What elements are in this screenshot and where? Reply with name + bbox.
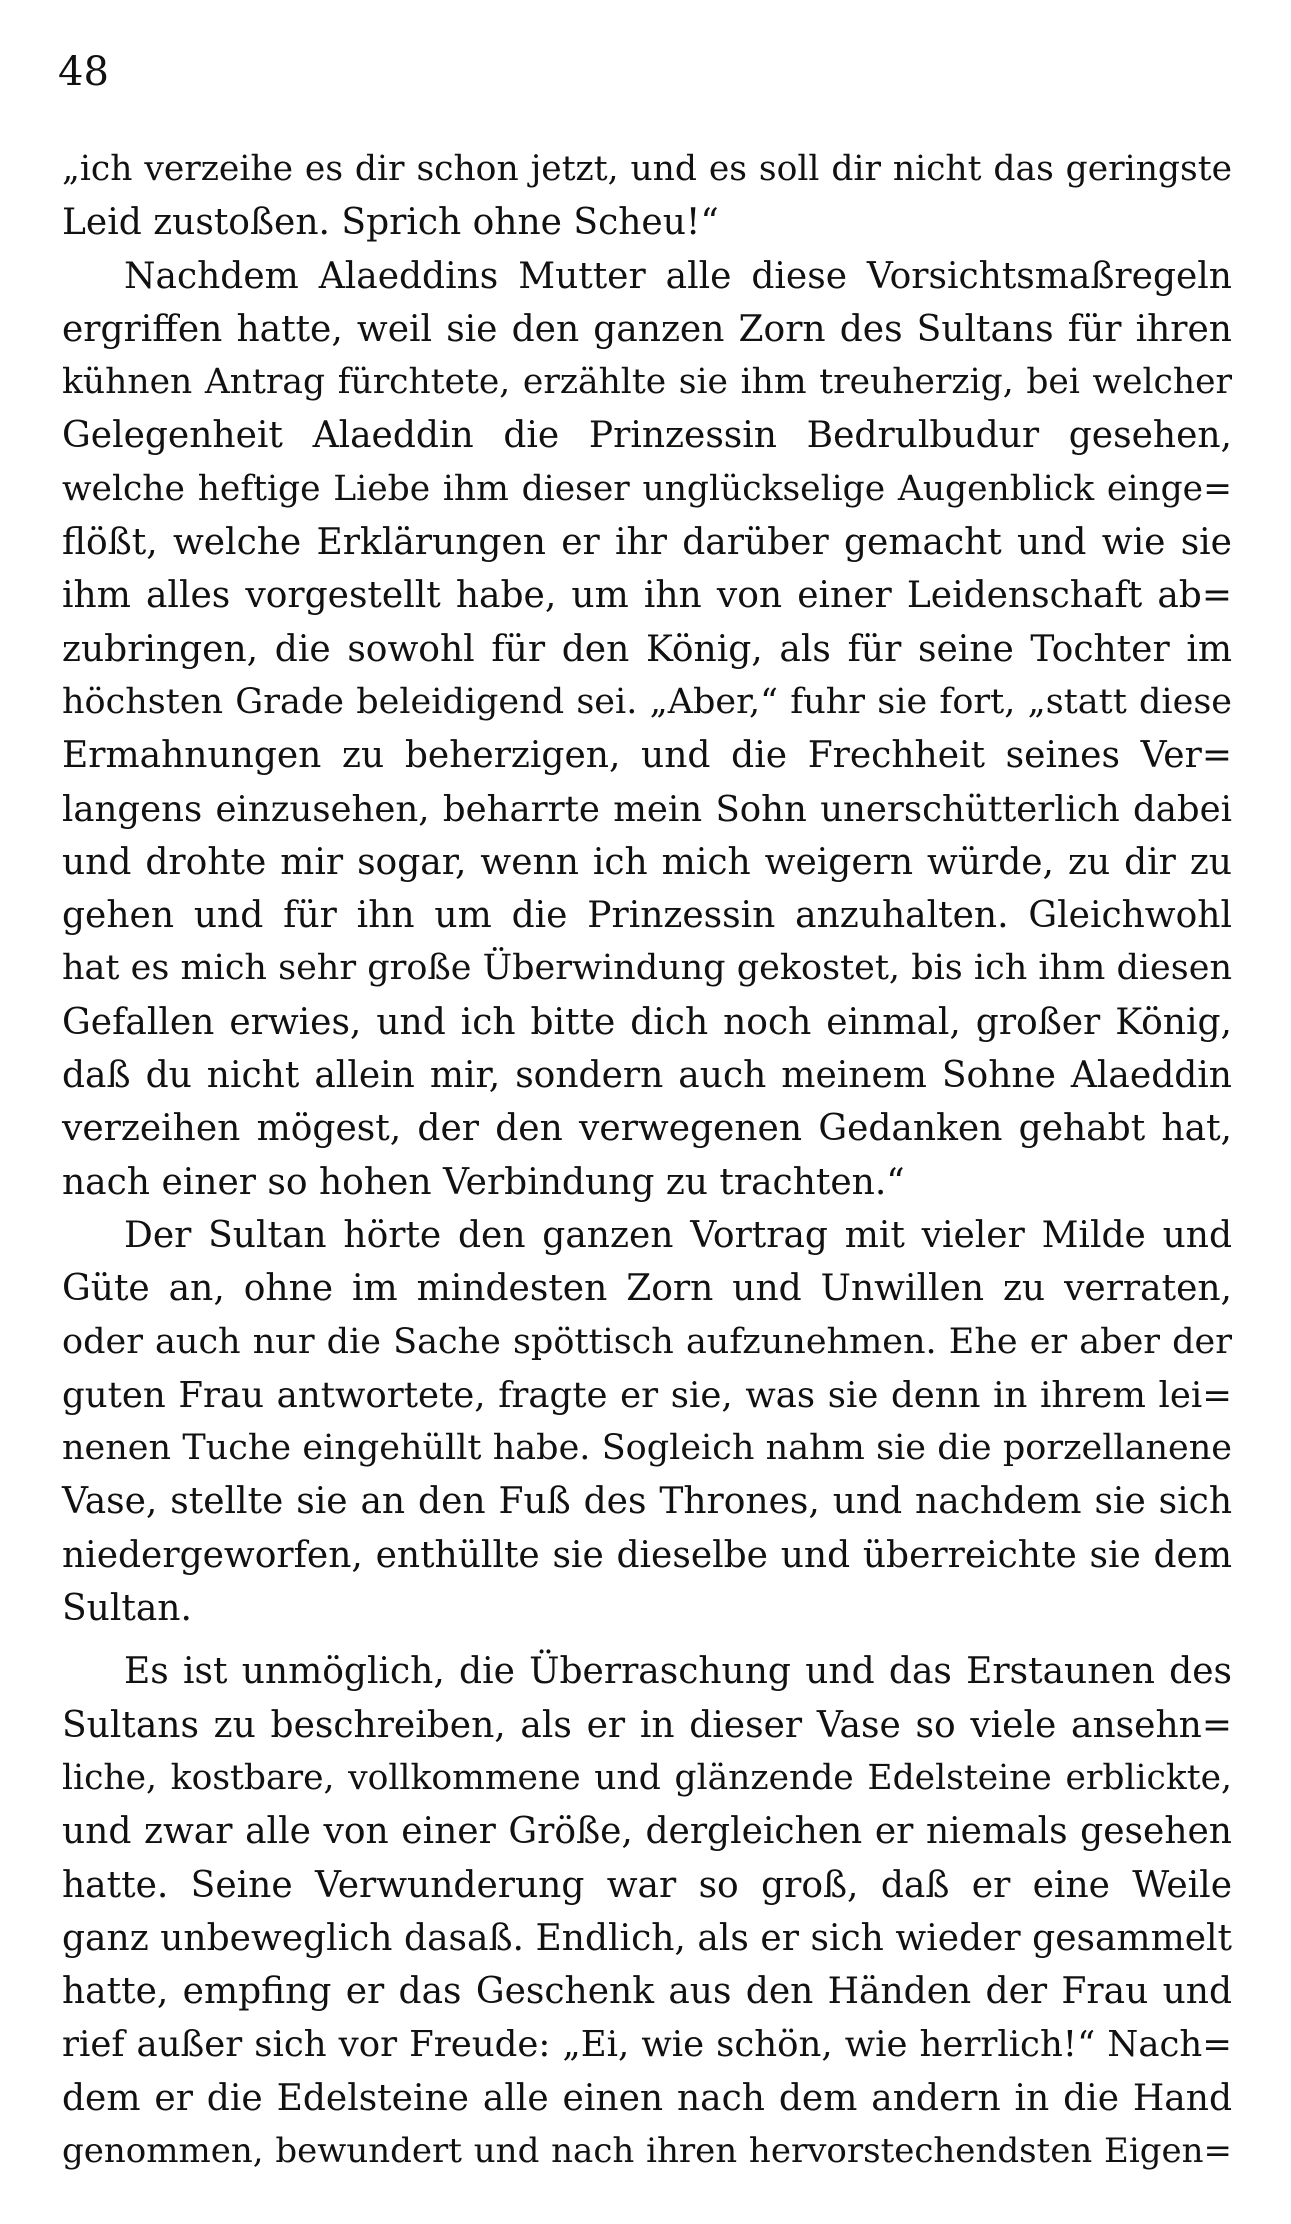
text-line: und drohte mir sogar, wenn ich mich weigern würde, zu dir zu: [62, 841, 1232, 883]
text-line: nenen Tuche eingehüllt habe. Sogleich nahm sie die porzellanene: [62, 1428, 1232, 1469]
page-number: 48: [58, 49, 109, 95]
text-line: liche, kostbare, vollkommene und glänzende Edelsteine erblickte,: [62, 1757, 1232, 1798]
text-line: und zwar alle von einer Größe, dergleichen er niemals gesehen: [62, 1811, 1232, 1853]
text-line: gehen und für ihn um die Prinzessin anzuhalten. Gleichwohl: [62, 895, 1232, 937]
paragraph: [62, 143, 1232, 250]
text-line: Nachdem Alaeddins Mutter alle diese Vorsichtsmaßregeln: [124, 255, 1232, 297]
text-line: kühnen Antrag fürchtete, erzählte sie ihm treuherzig, bei welcher: [62, 362, 1232, 403]
text-line: dem er die Edelsteine alle einen nach dem andern in die Hand: [62, 2077, 1232, 2119]
text-line: niedergeworfen, enthüllte sie dieselbe und überreichte sie dem: [62, 1534, 1232, 1576]
text-line: guten Frau antwortete, fragte er sie, was sie denn in ihrem lei=: [62, 1374, 1232, 1416]
text-line: hat es mich sehr große Überwindung gekostet, bis ich ihm diesen: [62, 948, 1232, 989]
text-line: Ermahnungen zu beherzigen, und die Frechheit seines Ver=: [62, 735, 1232, 777]
text-line: zubringen, die sowohl für den König, als für seine Tochter im: [62, 628, 1232, 670]
text-line: Der Sultan hörte den ganzen Vortrag mit vieler Milde und: [124, 1214, 1232, 1256]
text-line: oder auch nur die Sache spöttisch aufzunehmen. Ehe er aber der: [62, 1321, 1232, 1362]
paragraph: [62, 1209, 1232, 1635]
paragraph-gap: [62, 1635, 1232, 1645]
paragraph: [62, 250, 1232, 1209]
text-line: Güte an, ohne im mindesten Zorn und Unwillen zu verraten,: [62, 1268, 1232, 1310]
text-line: Sultans zu beschreiben, als er in dieser Vase so viele ansehn=: [62, 1704, 1232, 1746]
text-line: welche heftige Liebe ihm dieser unglückselige Augenblick einge=: [62, 468, 1232, 509]
text-line: flößt, welche Erklärungen er ihr darüber gemacht und wie sie: [62, 522, 1232, 564]
text-line: genommen, bewundert und nach ihren hervorstechendsten Eigen=: [62, 2130, 1232, 2171]
text-line: hatte. Seine Verwunderung war so groß, daß er eine Weile: [62, 1864, 1232, 1906]
text-line: Vase, stellte sie an den Fuß des Thrones, und nachdem sie sich: [62, 1481, 1232, 1523]
text-line: ergriffen hatte, weil sie den ganzen Zorn des Sultans für ihren: [62, 308, 1232, 350]
text-line: Gefallen erwies, und ich bitte dich noch einmal, großer König,: [62, 1001, 1232, 1043]
text-line: höchsten Grade beleidigend sei. „Aber,“ fuhr sie fort, „statt diese: [62, 681, 1232, 722]
text-line: daß du nicht allein mir, sondern auch meinem Sohne Alaeddin: [62, 1055, 1232, 1097]
text-line: Leid zustoßen. Sprich ohne Scheu!“: [62, 202, 719, 244]
text-line: verzeihen mögest, der den verwegenen Gedanken gehabt hat,: [62, 1108, 1232, 1150]
text-line: rief außer sich vor Freude: „Ei, wie schön, wie herrlich!“ Nach=: [62, 2024, 1232, 2066]
text-line: Es ist unmöglich, die Überraschung und das Erstaunen des: [124, 1651, 1232, 1693]
text-line: langens einzusehen, beharrte mein Sohn unerschütterlich dabei: [62, 788, 1232, 830]
text-line: ganz unbeweglich dasaß. Endlich, als er sich wieder gesammelt: [62, 1917, 1232, 1959]
text-line: hatte, empfing er das Geschenk aus den Händen der Frau und: [62, 1971, 1232, 2013]
text-line: Gelegenheit Alaeddin die Prinzessin Bedrulbudur gesehen,: [62, 415, 1232, 457]
page-text: [62, 143, 1232, 2178]
text-line: „ich verzeihe es dir schon jetzt, und es soll dir nicht das geringste: [62, 149, 1232, 189]
text-line: Sultan.: [62, 1588, 192, 1630]
text-line: nach einer so hohen Verbindung zu trachten.“: [62, 1161, 905, 1203]
text-line: ihm alles vorgestellt habe, um ihn von einer Leidenschaft ab=: [62, 575, 1232, 617]
paragraph: [62, 1645, 1232, 2178]
